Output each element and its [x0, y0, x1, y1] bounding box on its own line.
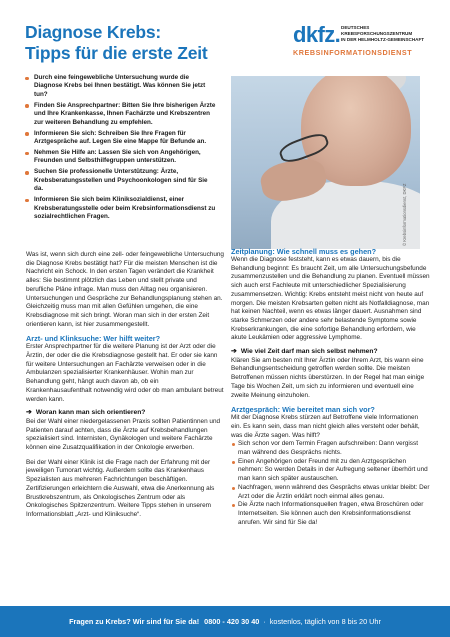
paragraph: Mit der Diagnose Krebs stürzen auf Betroffene viele Informationen ein. Es kann sein, dass man nicht gleich alles versteht oder behält, was die Ärzte sagen. Was hilft? — [231, 414, 420, 439]
arrow-right-icon: ➔ — [26, 409, 32, 417]
subheading-orientation: ➔ Woran kann man sich orientieren? — [26, 409, 146, 417]
footer-question: Fragen zu Krebs? Wir sind für Sie da! — [69, 617, 200, 626]
title-line-1: Diagnose Krebs: — [25, 22, 162, 42]
tips-list — [231, 440, 430, 527]
summary-list — [28, 74, 216, 224]
section-heading-doctor-talk: Arztgespräch: Wie bereitet man sich vor? — [231, 405, 375, 415]
summary-item: Finden Sie Ansprechpartner: Bitten Sie Ihre bisherigen Ärzte und Ihre Krankenkasse, Ihnen Fachärzte und Krebszentren zur weiteren Behandlung zu empfehlen. — [28, 102, 216, 127]
subheading-own-time: ➔ Wie viel Zeit darf man sich selbst nehmen? — [231, 348, 378, 356]
right-column — [231, 247, 430, 529]
footer-separator: · — [263, 617, 266, 626]
footer-bar — [0, 606, 450, 637]
logo-mark: dkfz. — [293, 22, 341, 47]
tip-item: Nachfragen, wenn während des Gesprächs etwas unklar bleibt: Der Arzt oder die Ärztin erklärt noch einmal alles genau. — [231, 484, 430, 501]
summary-item: Informieren Sie sich: Schreiben Sie Ihre Fragen für Arztgespräche auf. Legen Sie eine Mappe für Befunde an. — [28, 130, 216, 147]
tip-item: Einen Angehörigen oder Freund mit zu den Arztgesprächen nehmen: So werden Details in der Aufregung seltener überhört und man kann sich später austauschen. — [231, 458, 430, 484]
photo-man-with-glasses — [231, 76, 420, 249]
logo-service-name: KREBSINFORMATIONSDIENST — [293, 48, 413, 57]
paragraph: Klären Sie am besten mit Ihrer Ärztin oder Ihrem Arzt, bis wann eine Behandlungsentscheidung getroffen werden sollte. Die meisten Betroffenen müssen nichts überstürzen. In der Regel hat man einige Tage bis Wochen Zeit, um sich zu informieren und eventuell eine zweite Meinung einzuholen. — [231, 356, 425, 399]
paragraph: Bei der Wahl einer niedergelassenen Praxis sollten Patientinnen und Patienten darauf achten, dass die Ärzte auf Krebsbehandlungen spezialisiert sind. Internisten, Gynäkologen und weitere Fachärzte können eine Zusatzqualifikation in der Onkologie erwerben. — [26, 417, 221, 452]
arrow-right-icon: ➔ — [231, 348, 237, 356]
footer-phone[interactable]: 0800 - 420 30 40 — [204, 617, 260, 626]
intro-paragraph: Was ist, wenn sich durch eine zell- oder feingewebliche Untersuchung die Diagnose Krebs bestätigt hat? Für die meisten Menschen ist die Nachricht ein Schock. In den ersten Tagen verändert die Krankheit alles: Sie bestimmt plötzlich das Leben und stellt private und berufliche Pläne infrage. Man muss den Alltag neu organisieren. Untersuchungen und Gespräche zur Behandlungsplanung stehen an. Gleichzeitig muss man mit allen Gefühlen umgehen, die eine Krebsdiagnose mit sich bringt. Woran man sich in der ersten Zeit orientieren kann, ist hier zusammengestellt. — [26, 251, 224, 328]
summary-item: Durch eine feingewebliche Untersuchung wurde die Diagnose Krebs bei Ihnen bestätigt. Was können Sie jetzt tun? — [28, 74, 216, 99]
summary-item: Nehmen Sie Hilfe an: Lassen Sie sich von Angehörigen, Freunden und Selbsthilfegruppen unterstützen. — [28, 149, 216, 166]
footer-info: kostenlos, täglich von 8 bis 20 Uhr — [269, 617, 381, 626]
section-heading-time-planning: Zeitplanung: Wie schnell muss es gehen? — [231, 247, 377, 256]
section-heading-doctor-search: Arzt- und Klinksuche: Wer hilft weiter? — [26, 334, 161, 344]
paragraph: Erster Ansprechpartner für die weitere Planung ist der Arzt oder die Ärztin, der oder die die Krebsdiagnose gestellt hat. Er oder sie kann für weitere Untersuchungen an Fachärzte verweisen oder in die Ambulanzen spezialisierter Krankenhäuser. Wohin man zur Behandlung geht, hängt auch davon ab, ob ein Krankenhausaufenthalt notwendig wird oder ob man ambulant betreut werden kann. — [26, 343, 224, 403]
logo-organization: DEUTSCHES KREBSFORSCHUNGSZENTRUM IN DER HELMHOLTZ-GEMEINSCHAFT — [341, 25, 425, 42]
tip-item: Die Ärzte nach Informationsquellen fragen, etwa Broschüren oder Internetseiten. Sie können auch den Krebsinformationsdienst anrufen. Wir sind für Sie da! — [231, 501, 430, 527]
tip-item: Sich schon vor dem Termin Fragen aufschreiben: Dann vergisst man während des Gesprächs nichts. — [231, 440, 430, 457]
summary-item: Suchen Sie professionelle Unterstützung: Ärzte, Krebsberatungsstellen und Psychoonkologen sind für Sie da. — [28, 168, 216, 193]
photo-credit: © Krebsinformationsdienst, DKFZ — [402, 183, 407, 246]
title-line-2: Tipps für die erste Zeit — [25, 43, 208, 63]
page-title — [25, 22, 208, 64]
summary-item: Informieren Sie sich beim Kliniksozialdienst, einer Krebsberatungsstelle oder beim Krebsinformationsdienst zu sozialrechtlichen Fragen. — [28, 196, 216, 221]
paragraph: Wenn die Diagnose feststeht, kann es etwas dauern, bis die Behandlung beginnt: Es braucht Zeit, um alle Untersuchungsbefunde zusammenzustellen und die Behandlung zu planen. Eventuell müssen sich auch erst Fachleute mit unterschiedlicher Spezialisierung zusammensetzen. Wichtig: Krebs entsteht meist nicht von heute auf morgen. Die meisten Krebsarten gelten nicht als Notfalldiagnose, man hat keinen Nachteil, wenn es etwas länger dauert. Ausnahmen sind starke Schmerzen oder andere sehr belastende Symptome sowie Krebserkrankungen, die eine sofortige Behandlung erfordern, wie akute Leukämien oder aggressive Lymphome. — [231, 256, 430, 342]
paragraph: Bei der Wahl einer Klinik ist die Frage nach der Erfahrung mit der jeweiligen Tumorart wichtig. Außerdem sollte das Krankenhaus Spezialisten aus mehreren Fachrichtungen beschäftigen. Zertifizierungen erleichtern die Auswahl, etwa die Anerkennung als Brustkrebszentrum, als Onkologisches Zentrum oder als Onkologisches Spitzenzentrum. Weitere Tipps stehen in unserem Informationsblatt „Arzt- und Kliniksuche“. — [26, 458, 215, 518]
dkfz-logo — [293, 24, 428, 58]
left-column — [26, 251, 225, 523]
